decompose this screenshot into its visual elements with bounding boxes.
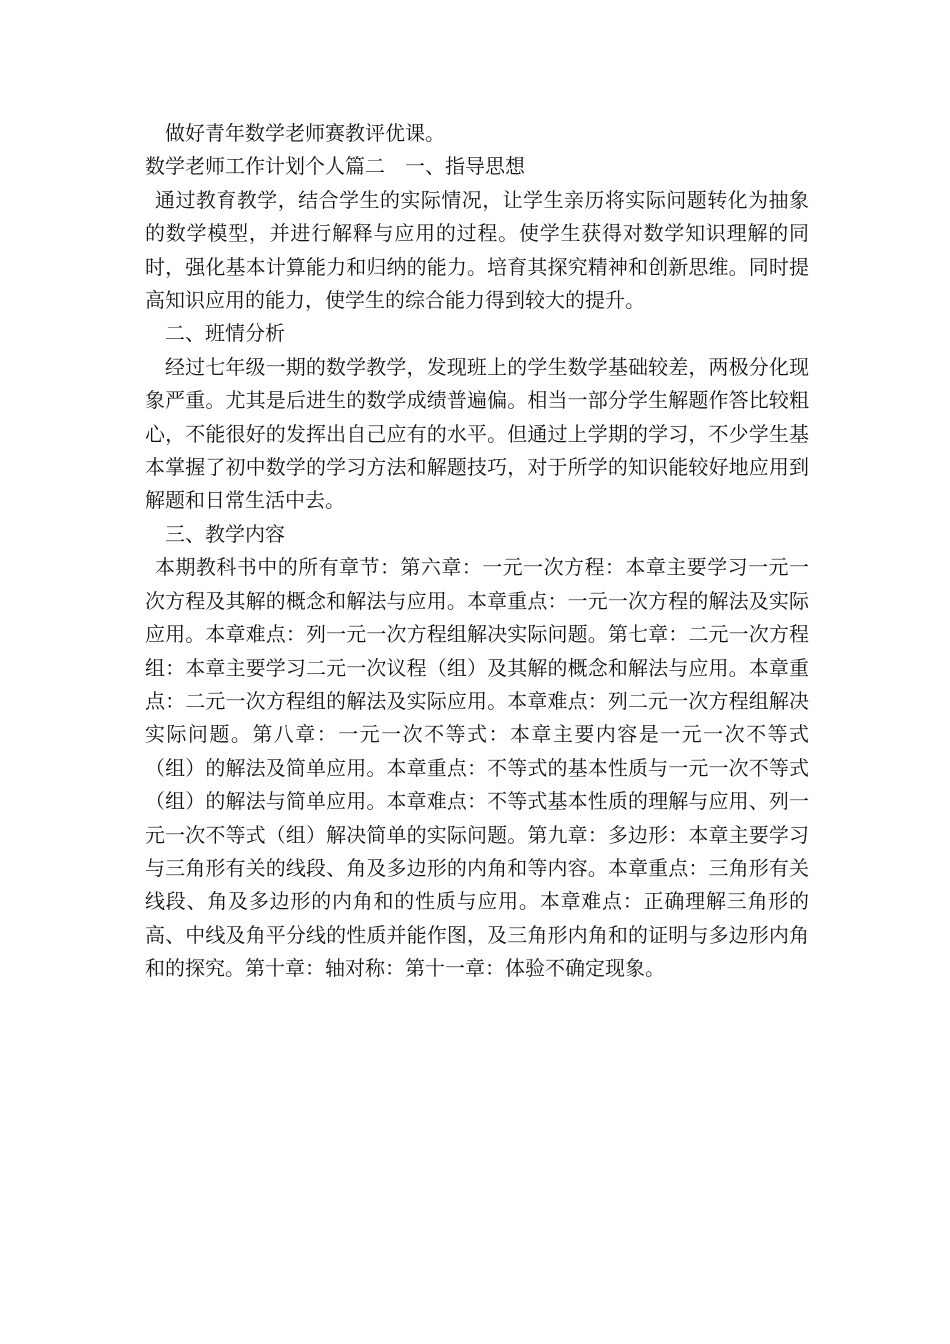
document-body <box>145 117 809 986</box>
section-title-guiding-thought: 数学老师工作计划个人篇二 一、指导思想 <box>145 154 525 179</box>
paragraph-class-analysis: 经过七年级一期的数学教学，发现班上的学生数学基础较差，两极分化现象严重。尤其是后进生的数学成绩普遍偏。相当一部分学生解题作答比较粗心，不能很好的发挥出自己应有的水平。但通过上学期的学习，不少学生基本掌握了初中数学的学习方法和解题技巧，对于所学的知识能较好地应用到解题和日常生活中去。 <box>145 354 809 513</box>
section-title-teaching-content: 三、教学内容 <box>165 521 285 546</box>
paragraph-guiding-thought: 通过教育教学，结合学生的实际情况，让学生亲历将实际问题转化为抽象的数学模型，并进行解释与应用的过程。使学生获得对数学知识理解的同时，强化基本计算能力和归纳的能力。培育其探究精神和创新思维。同时提高知识应用的能力，使学生的综合能力得到较大的提升。 <box>145 187 809 313</box>
paragraph-closing-line: 做好青年数学老师赛教评优课。 <box>165 121 445 145</box>
paragraph-teaching-content: 本期教科书中的所有章节：第六章：一元一次方程：本章主要学习一元一次方程及其解的概念和解法与应用。本章重点：一元一次方程的解法及实际应用。本章难点：列一元一次方程组解决实际问题。第七章：二元一次方程组：本章主要学习二元一次议程（组）及其解的概念和解法与应用。本章重点：二元一次方程组的解法及实际应用。本章难点：列二元一次方程组解决实际问题。第八章：一元一次不等式：本章主要内容是一元一次不等式（组）的解法及简单应用。本章重点：不等式的基本性质与一元一次不等式（组）的解法与简单应用。本章难点：不等式基本性质的理解与应用、列一元一次不等式（组）解决简单的实际问题。第九章：多边形：本章主要学习与三角形有关的线段、角及多边形的内角和等内容。本章重点：三角形有关线段、角及多边形的内角和的性质与应用。本章难点：正确理解三角形的高、中线及角平分线的性质并能作图，及三角形内角和的证明与多边形内角和的探究。第十章：轴对称：第十一章：体验不确定现象。 <box>145 555 809 981</box>
section-title-class-analysis: 二、班情分析 <box>165 321 285 346</box>
